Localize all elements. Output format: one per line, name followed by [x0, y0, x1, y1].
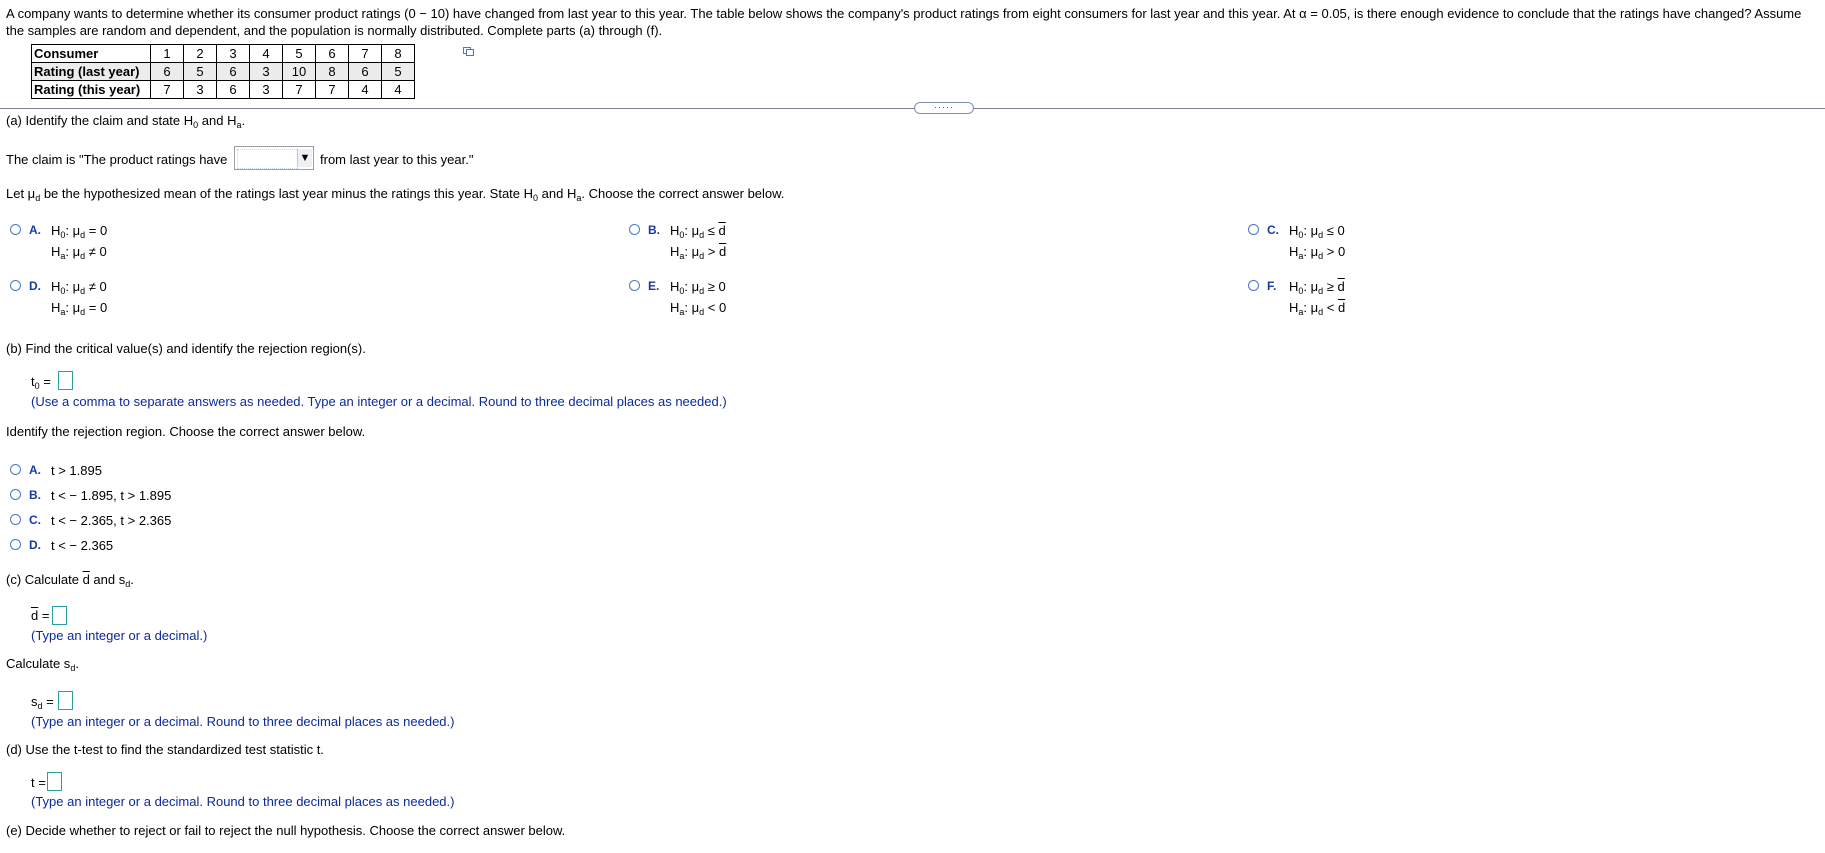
- claim-suffix: from last year to this year.": [320, 152, 474, 167]
- claim-prefix: The claim is "The product ratings have: [6, 152, 228, 167]
- radio-button[interactable]: [10, 489, 21, 500]
- sd-hint: (Type an integer or a decimal. Round to three decimal places as needed.): [31, 714, 455, 729]
- part-e-heading: (e) Decide whether to reject or fail to reject the null hypothesis. Choose the correct answer below.: [6, 823, 566, 838]
- alternative-hypothesis: $H_a$: $\mu_d \ne 0$: [51, 244, 107, 261]
- option-letter: B.: [648, 223, 660, 237]
- null-hypothesis: $H_0$: $\mu_d \le \overline{d}$: [670, 223, 726, 240]
- alternative-hypothesis: $H_a$: $\mu_d < 0$: [670, 300, 727, 317]
- table-header-label: Consumer: [32, 45, 151, 63]
- table-cell: 1: [151, 45, 184, 63]
- table-cell: 6: [316, 45, 349, 63]
- null-hypothesis: $H_0$: $\mu_d = 0$: [51, 223, 108, 240]
- null-hypothesis: $H_0$: $\mu_d \ne 0$: [51, 279, 107, 296]
- table-cell: 5: [283, 45, 316, 63]
- radio-button[interactable]: [10, 280, 21, 291]
- table-cell: 3: [250, 81, 283, 99]
- dbar-label: $\overline{d}$ =: [31, 608, 50, 623]
- radio-button[interactable]: [629, 224, 640, 235]
- chevron-down-icon[interactable]: ▼: [297, 149, 312, 167]
- test-statistic-input[interactable]: [47, 772, 62, 791]
- divider-grip-handle[interactable]: ·····: [914, 102, 974, 114]
- option-text: t < − 2.365: [51, 538, 114, 553]
- radio-button[interactable]: [10, 514, 21, 525]
- option-letter: B.: [29, 488, 41, 502]
- alternative-hypothesis: $H_a$: $\mu_d > \overline{d}$: [670, 244, 727, 261]
- option-letter: E.: [648, 279, 660, 293]
- table-cell: 8: [316, 63, 349, 81]
- rejection-region-prompt: Identify the rejection region. Choose the correct answer below.: [6, 424, 366, 439]
- radio-button[interactable]: [1248, 224, 1259, 235]
- radio-button[interactable]: [10, 539, 21, 550]
- hypothesis-prompt: Let $\mu_d$ be the hypothesized mean of the ratings last year minus the ratings this year. State $H_0$ and $H_a$. Choose the correct answer below.: [6, 186, 785, 203]
- claim-dropdown[interactable]: [234, 146, 314, 170]
- dbar-input[interactable]: [52, 606, 67, 625]
- option-text: t > 1.895: [51, 463, 102, 478]
- part-d-heading: (d) Use the t-test to find the standardized test statistic t.: [6, 742, 324, 757]
- null-hypothesis: $H_0$: $\mu_d \ge \overline{d}$: [1289, 279, 1345, 296]
- table-cell: 3: [250, 63, 283, 81]
- table-cell: 3: [217, 45, 250, 63]
- table-cell: 6: [217, 81, 250, 99]
- radio-button[interactable]: [629, 280, 640, 291]
- table-cell: 4: [250, 45, 283, 63]
- copy-table-icon[interactable]: [463, 47, 474, 56]
- table-cell: 4: [349, 81, 382, 99]
- sd-input[interactable]: [58, 691, 73, 710]
- option-text: t < − 1.895, t > 1.895: [51, 488, 172, 503]
- table-cell: 3: [184, 81, 217, 99]
- part-b-heading: (b) Find the critical value(s) and identify the rejection region(s).: [6, 341, 366, 356]
- alternative-hypothesis: $H_a$: $\mu_d = 0$: [51, 300, 108, 317]
- part-c-heading: (c) Calculate $\overline{d}$ and $s_d$.: [6, 572, 134, 589]
- table-cell: 6: [349, 63, 382, 81]
- problem-statement: A company wants to determine whether its consumer product ratings (0 − 10) have changed from last year to this year. The table below shows the company's product ratings from eight consumers for last year and this year. At α = 0.05, is there enough evidence to conclude that the ratings have changed? Assume the samples are random and dependent, and the population is normally distributed. Complete parts (a) through (f).: [6, 6, 1802, 38]
- table-header-row: [32, 45, 415, 63]
- table-cell: 10: [283, 63, 316, 81]
- critical-value-hint: (Use a comma to separate answers as needed. Type an integer or a decimal. Round to three decimal places as needed.): [31, 394, 727, 409]
- row-label: Rating (last year): [32, 63, 151, 81]
- table-row: [32, 63, 415, 81]
- ratings-table: [31, 44, 415, 99]
- part-a-heading: (a) Identify the claim and state $H_0$ and $H_a$.: [6, 113, 246, 130]
- table-cell: 7: [283, 81, 316, 99]
- table-cell: 2: [184, 45, 217, 63]
- table-cell: 6: [217, 63, 250, 81]
- alternative-hypothesis: $H_a$: $\mu_d > 0$: [1289, 244, 1346, 261]
- table-cell: 6: [151, 63, 184, 81]
- t-label: t =: [31, 775, 46, 790]
- option-letter: C.: [1267, 223, 1279, 237]
- radio-button[interactable]: [10, 464, 21, 475]
- option-letter: D.: [29, 279, 41, 293]
- table-cell: 5: [184, 63, 217, 81]
- sd-prompt: Calculate $s_d$.: [6, 656, 79, 673]
- table-cell: 4: [382, 81, 415, 99]
- option-letter: F.: [1267, 279, 1277, 293]
- table-cell: 7: [349, 45, 382, 63]
- null-hypothesis: $H_0$: $\mu_d \ge 0$: [670, 279, 726, 296]
- sd-label: $s_d$ =: [31, 694, 54, 711]
- test-statistic-hint: (Type an integer or a decimal. Round to three decimal places as needed.): [31, 794, 455, 809]
- table-cell: 7: [316, 81, 349, 99]
- table-cell: 7: [151, 81, 184, 99]
- option-letter: A.: [29, 463, 41, 477]
- radio-button[interactable]: [1248, 280, 1259, 291]
- option-letter: C.: [29, 513, 41, 527]
- dbar-hint: (Type an integer or a decimal.): [31, 628, 208, 643]
- table-cell: 8: [382, 45, 415, 63]
- t0-label: $t_0$ =: [31, 374, 51, 391]
- table-row: [32, 81, 415, 99]
- section-divider: [0, 108, 1825, 109]
- radio-button[interactable]: [10, 224, 21, 235]
- null-hypothesis: $H_0$: $\mu_d \le 0$: [1289, 223, 1345, 240]
- option-letter: D.: [29, 538, 41, 552]
- claim-dropdown-value: [237, 149, 299, 169]
- alternative-hypothesis: $H_a$: $\mu_d < \overline{d}$: [1289, 300, 1346, 317]
- table-cell: 5: [382, 63, 415, 81]
- option-letter: A.: [29, 223, 41, 237]
- critical-value-input[interactable]: [58, 371, 73, 390]
- row-label: Rating (this year): [32, 81, 151, 99]
- option-text: t < − 2.365, t > 2.365: [51, 513, 172, 528]
